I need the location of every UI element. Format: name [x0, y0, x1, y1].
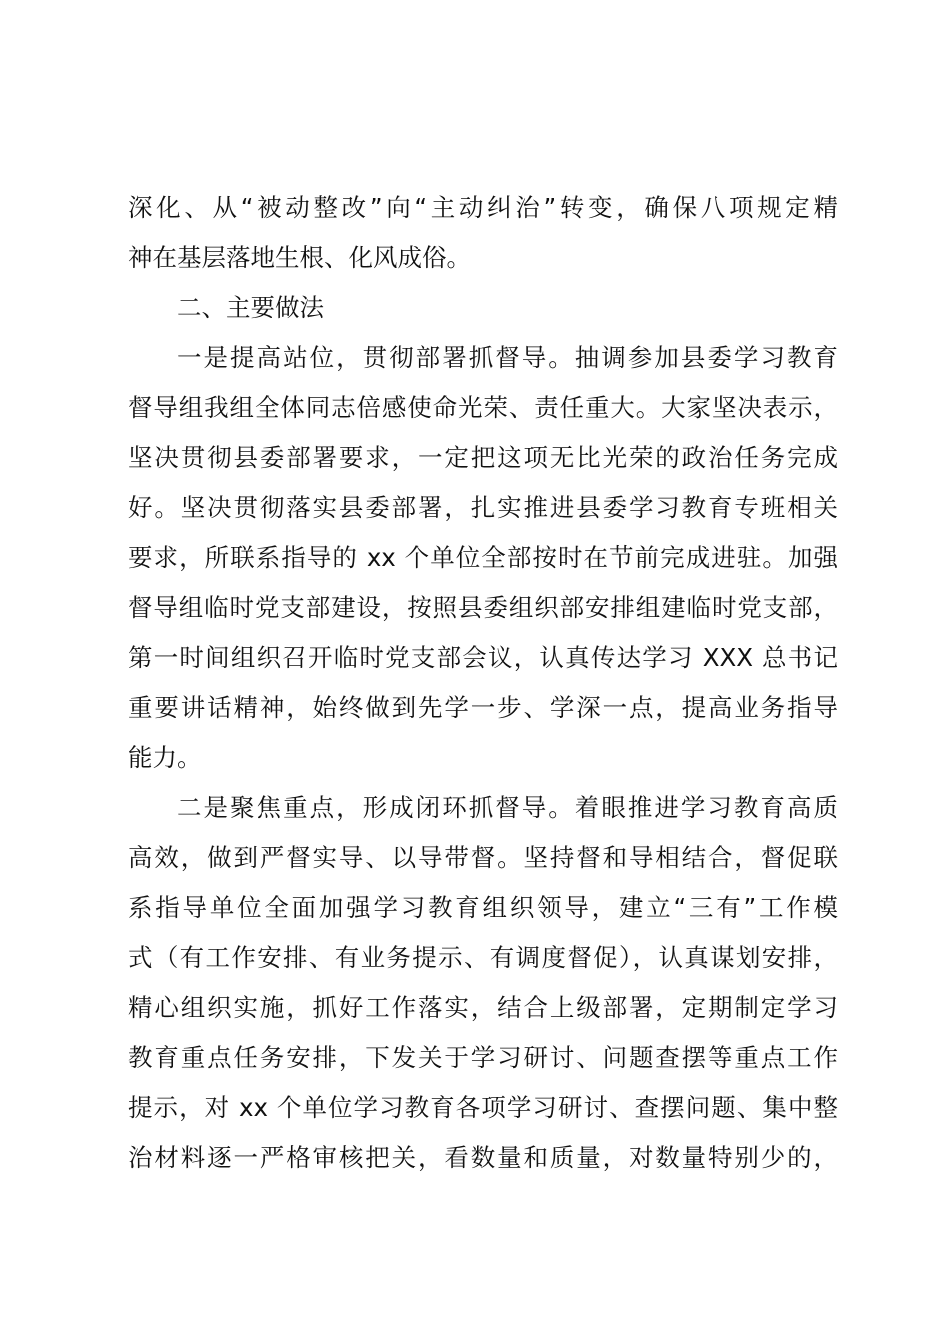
- text-line: 第一时间组织召开临时党支部会议，认真传达学习 XXX 总书记: [128, 643, 838, 672]
- text-line: 深化、从“被动整改”向“主动纠治”转变，确保八项规定精: [128, 193, 838, 222]
- paragraph-first-line: 一是提高站位，贯彻部署抓督导。抽调参加县委学习教育: [177, 343, 838, 372]
- text-line: 治材料逐一严格审核把关，看数量和质量，对数量特别少的，: [128, 1143, 838, 1172]
- text-line: 系指导单位全面加强学习教育组织领导，建立“三有”工作模: [128, 893, 838, 922]
- document-body: [128, 183, 838, 1183]
- text-line: 要求，所联系指导的 xx 个单位全部按时在节前完成进驻。加强: [128, 543, 838, 572]
- text-line: 提示，对 xx 个单位学习教育各项学习研讨、查摆问题、集中整: [128, 1093, 838, 1122]
- text-line: 高效，做到严督实导、以导带督。坚持督和导相结合，督促联: [128, 843, 838, 872]
- text-line: 神在基层落地生根、化风成俗。: [128, 243, 471, 272]
- section-heading: 二、主要做法: [177, 293, 324, 322]
- text-line: 式（有工作安排、有业务提示、有调度督促），认真谋划安排，: [128, 943, 838, 972]
- text-line: 坚决贯彻县委部署要求，一定把这项无比光荣的政治任务完成: [128, 443, 838, 472]
- text-line: 督导组临时党支部建设，按照县委组织部安排组建临时党支部，: [128, 593, 838, 622]
- text-line: 精心组织实施，抓好工作落实，结合上级部署，定期制定学习: [128, 993, 838, 1022]
- text-line: 教育重点任务安排，下发关于学习研讨、问题查摆等重点工作: [128, 1043, 838, 1072]
- paragraph-first-line: 二是聚焦重点，形成闭环抓督导。着眼推进学习教育高质: [177, 793, 838, 822]
- text-line: 好。坚决贯彻落实县委部署，扎实推进县委学习教育专班相关: [128, 493, 838, 522]
- text-line: 重要讲话精神，始终做到先学一步、学深一点，提高业务指导: [128, 693, 838, 722]
- text-line: 督导组我组全体同志倍感使命光荣、责任重大。大家坚决表示，: [128, 393, 838, 422]
- text-line: 能力。: [128, 743, 202, 772]
